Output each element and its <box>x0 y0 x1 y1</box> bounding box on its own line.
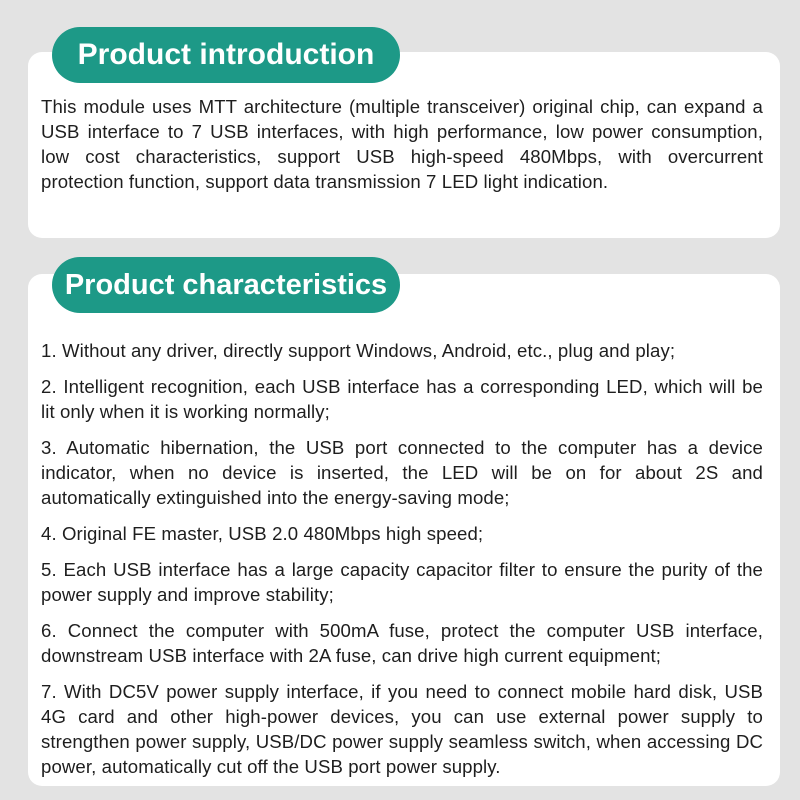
characteristics-list <box>41 338 763 790</box>
product-characteristics-card <box>28 274 780 786</box>
characteristic-item: 4. Original FE master, USB 2.0 480Mbps high speed; <box>41 523 484 544</box>
characteristic-item: 1. Without any driver, directly support Windows, Android, etc., plug and play; <box>41 340 676 361</box>
product-introduction-text: This module uses MTT architecture (multiple transceiver) original chip, can expand a USB interface to 7 USB interfaces, with high performance, low power consumption, low cost characteristics, support USB high-speed 480Mbps, with overcurrent protection function, support data transmission 7 LED light indication. <box>41 96 763 192</box>
characteristic-item: 6. Connect the computer with 500mA fuse, protect the computer USB interface, downstream USB interface with 2A fuse, can drive high current equipment; <box>41 620 763 666</box>
characteristic-item: 2. Intelligent recognition, each USB interface has a corresponding LED, which will be lit only when it is working normally; <box>41 376 763 422</box>
product-characteristics-heading: Product characteristics <box>52 257 400 313</box>
characteristic-item: 3. Automatic hibernation, the USB port connected to the computer has a device indicator, when no device is inserted, the LED will be on for about 2S and automatically extinguished into the energy-saving mode; <box>41 437 763 508</box>
characteristic-item: 7. With DC5V power supply interface, if you need to connect mobile hard disk, USB 4G card and other high-power devices, you can use external power supply to strengthen power supply, USB/DC power supply seamless switch, when accessing DC power, automatically cut off the USB port power supply. <box>41 681 763 777</box>
product-introduction-heading: Product introduction <box>52 27 400 83</box>
characteristic-item: 5. Each USB interface has a large capacity capacitor filter to ensure the purity of the power supply and improve stability; <box>41 559 763 605</box>
